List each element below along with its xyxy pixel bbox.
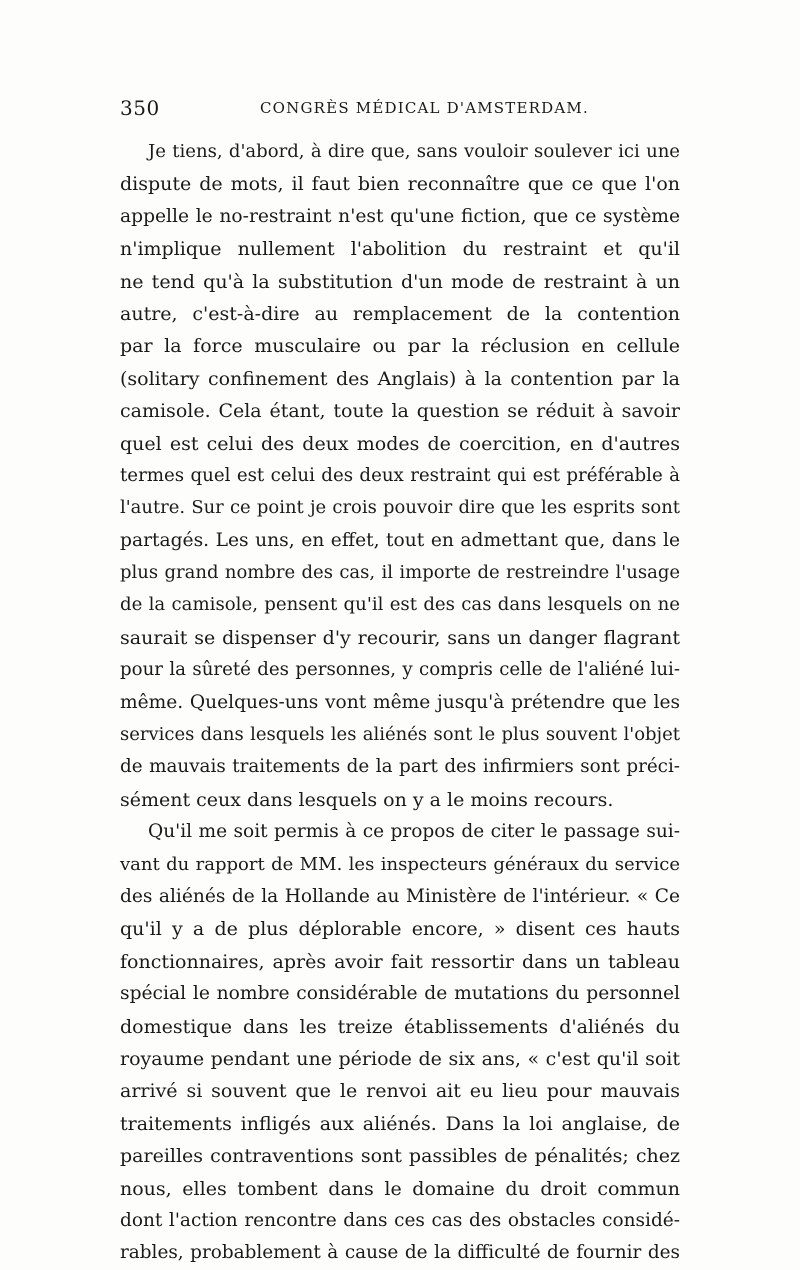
text-line: pour la sûreté des personnes, y compris celle de l'aliéné lui- xyxy=(120,659,680,681)
page-header xyxy=(120,96,680,120)
body-text xyxy=(120,136,680,1270)
text-line: partagés. Les uns, en effet, tout en admettant que, dans le xyxy=(120,529,680,551)
text-line: royaume pendant une période de six ans, « c'est qu'il soit xyxy=(120,1047,680,1070)
text-line: plus grand nombre des cas, il importe de restreindre l'usage xyxy=(120,562,680,584)
page-number: 350 xyxy=(120,96,160,120)
text-line: vant du rapport de MM. les inspecteurs généraux du service xyxy=(120,853,680,875)
text-line: dispute de mots, il faut bien reconnaître que ce que l'on xyxy=(120,173,680,196)
text-line: de la camisole, pensent qu'il est des cas dans lesquels on ne xyxy=(120,594,680,616)
text-line: quel est celui des deux modes de coercition, en d'autres xyxy=(120,432,680,455)
text-line: Qu'il me soit permis à ce propos de citer le passage sui- xyxy=(148,821,680,843)
text-line: des aliénés de la Hollande au Ministère de l'intérieur. « Ce xyxy=(120,885,680,907)
text-line: rables, probablement à cause de la difficulté de fournir des xyxy=(120,1242,680,1264)
text-line: services dans lesquels les aliénés sont le plus souvent l'objet xyxy=(120,724,680,746)
text-line: pareilles contraventions sont passibles de pénalités; chez xyxy=(120,1145,680,1168)
text-line: n'implique nullement l'abolition du restraint et qu'il xyxy=(120,238,680,261)
text-line: arrivé si souvent que le renvoi ait eu lieu pour mauvais xyxy=(120,1080,680,1103)
text-line: termes quel est celui des deux restraint qui est préférable à xyxy=(120,464,680,486)
text-line: ne tend qu'à la substitution d'un mode de restraint à un xyxy=(120,270,680,293)
text-line: même. Quelques-uns vont même jusqu'à prétendre que les xyxy=(120,691,680,713)
text-line: par la force musculaire ou par la réclusion en cellule xyxy=(120,335,680,358)
running-title: CONGRÈS MÉDICAL D'AMSTERDAM. xyxy=(260,99,589,117)
text-line: saurait se dispenser d'y recourir, sans un danger flagrant xyxy=(120,626,680,649)
text-line: Je tiens, d'abord, à dire que, sans vouloir soulever ici une xyxy=(148,141,680,162)
text-line: domestique dans les treize établissements d'aliénés du xyxy=(120,1015,680,1038)
text-line: traitements infligés aux aliénés. Dans la loi anglaise, de xyxy=(120,1112,680,1135)
text-line: dont l'action rencontre dans ces cas des obstacles considé- xyxy=(120,1209,680,1231)
text-line: camisole. Cela étant, toute la question se réduit à savoir xyxy=(120,400,680,423)
text-line: (solitary confinement des Anglais) à la contention par la xyxy=(120,367,680,390)
text-line: de mauvais traitements de la part des infirmiers sont préci- xyxy=(120,756,680,778)
text-line: fonctionnaires, après avoir fait ressortir dans un tableau xyxy=(120,950,680,973)
text-line: l'autre. Sur ce point je crois pouvoir dire que les esprits sont xyxy=(120,497,680,519)
text-line: spécial le nombre considérable de mutations du personnel xyxy=(120,983,680,1005)
text-line: autre, c'est-à-dire au remplacement de la contention xyxy=(120,302,680,325)
text-line: qu'il y a de plus déplorable encore, » disent ces hauts xyxy=(120,918,680,941)
text-line: appelle le no-restraint n'est qu'une fiction, que ce système xyxy=(120,205,680,227)
text-line: nous, elles tombent dans le domaine du droit commun xyxy=(120,1177,680,1200)
text-line: sément ceux dans lesquels on y a le moins recours. xyxy=(120,788,614,811)
